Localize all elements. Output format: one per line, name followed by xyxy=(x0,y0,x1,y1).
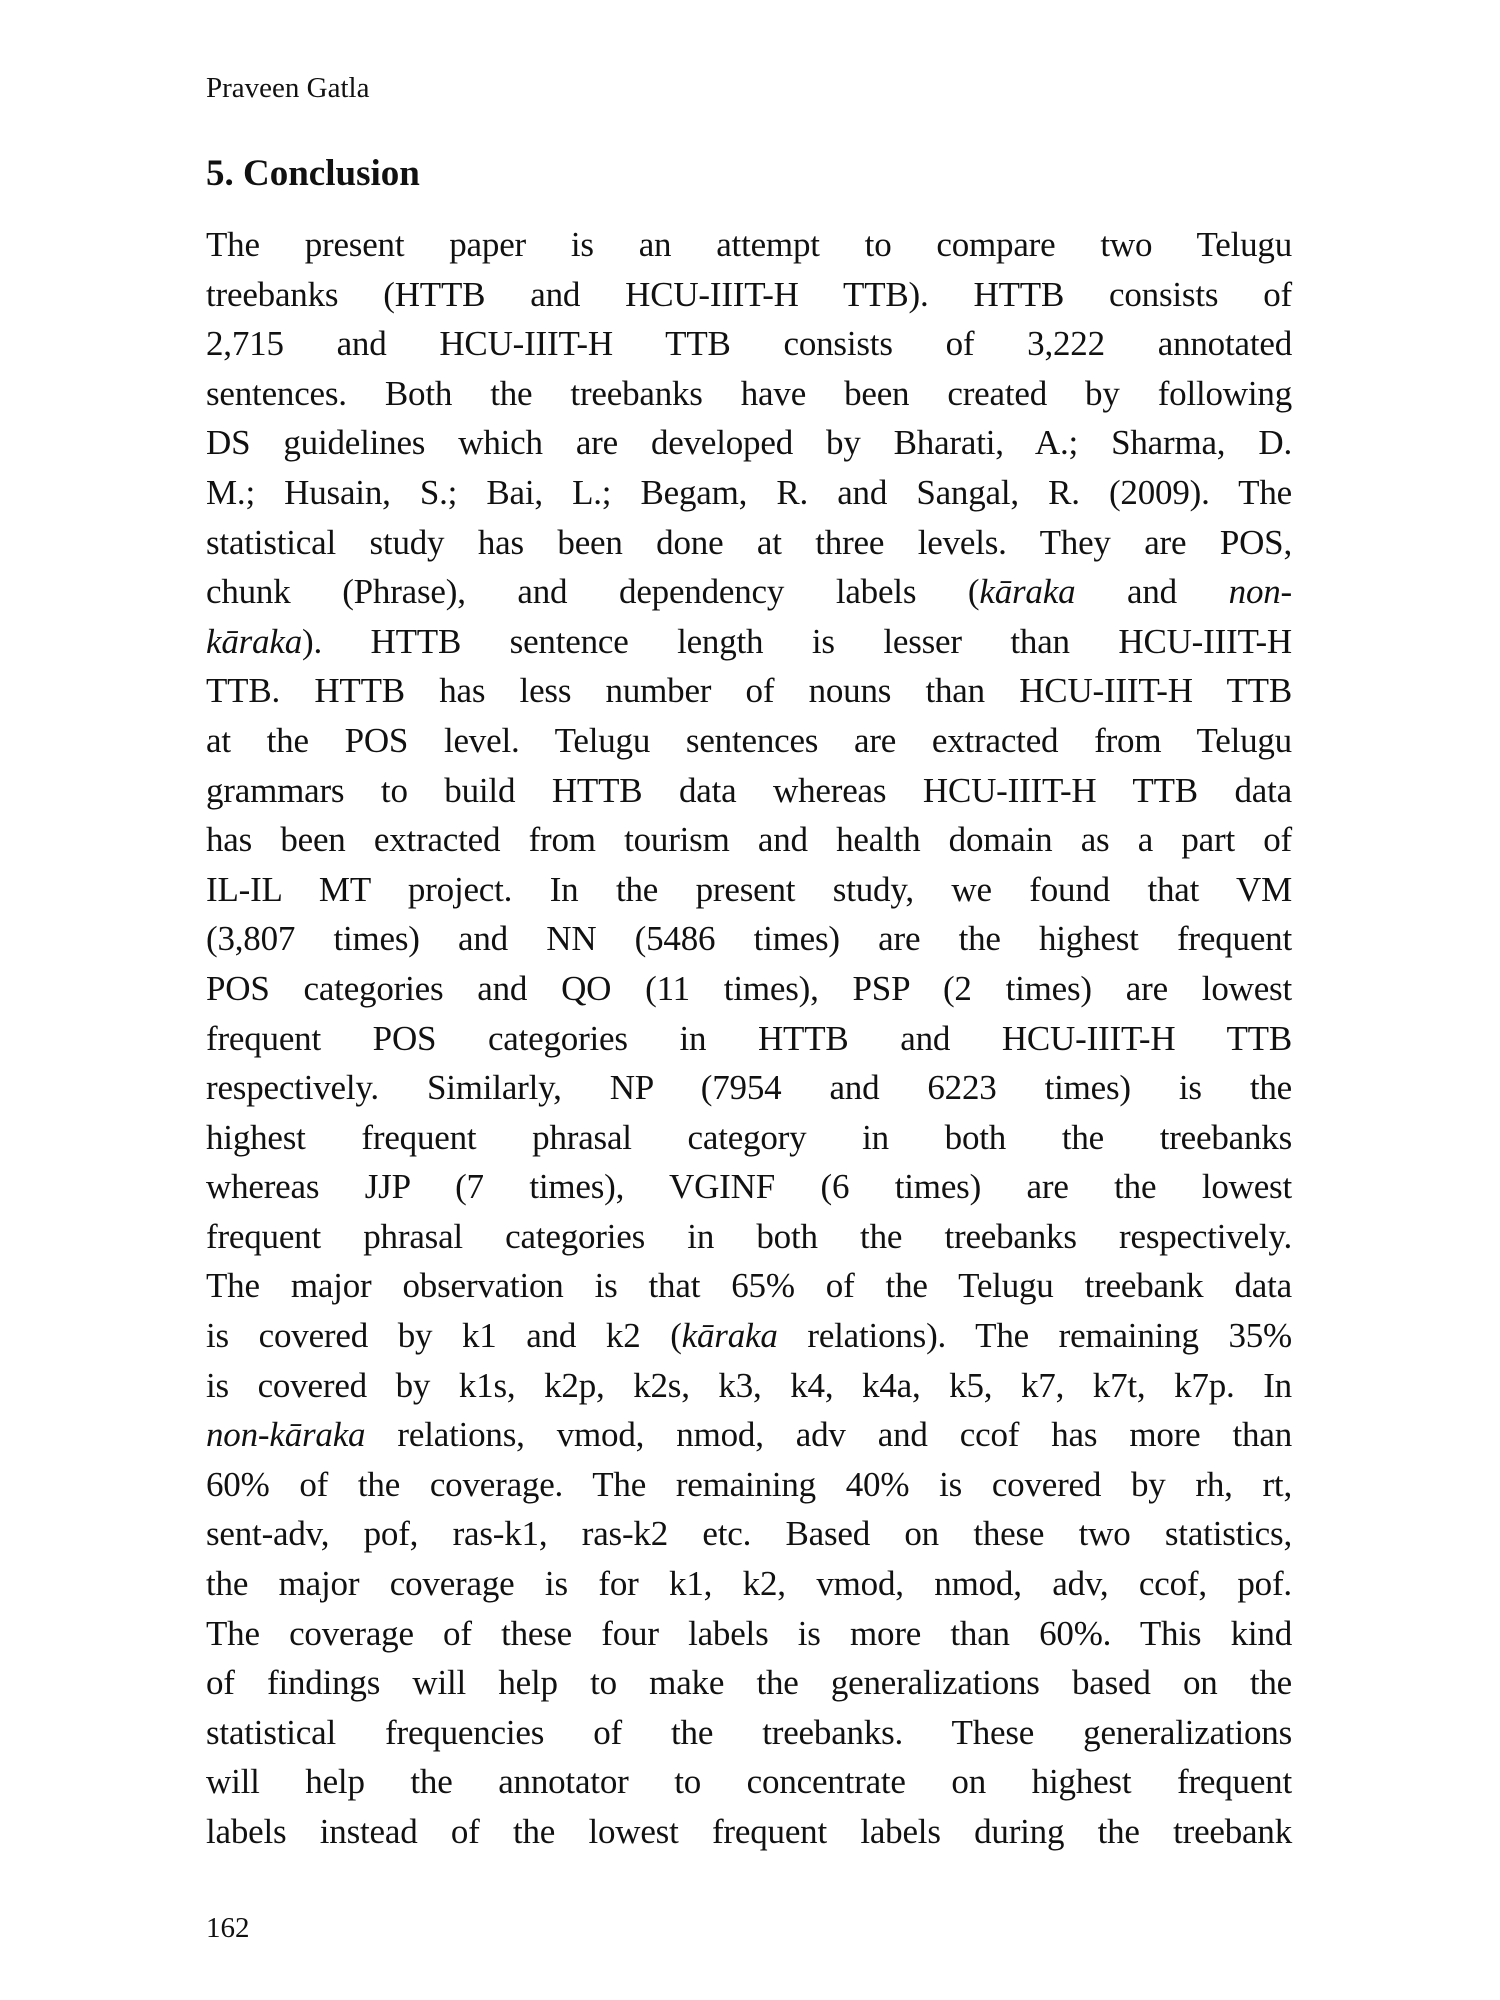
text-segment: The major observation is that 65% of the Telugu treebank data xyxy=(206,1266,1292,1306)
text-line xyxy=(206,220,1292,270)
text-segment: ). HTTB sentence length is lesser than HCU-IIIT-H xyxy=(302,621,1292,661)
text-segment: POS categories and QO (11 times), PSP (2 times) are lowest xyxy=(206,968,1292,1008)
text-line xyxy=(206,1162,1292,1212)
text-segment: labels instead of the lowest frequent labels during the treebank xyxy=(206,1812,1292,1851)
text-line xyxy=(206,914,1292,964)
text-segment: DS guidelines which are developed by Bharati, A.; Sharma, D. xyxy=(206,423,1292,463)
text-line xyxy=(206,1014,1292,1064)
section-heading: 5. Conclusion xyxy=(206,153,420,194)
text-segment: grammars to build HTTB data whereas HCU-IIIT-H TTB data xyxy=(206,770,1292,810)
text-segment: whereas JJP (7 times), VGINF (6 times) are the lowest xyxy=(206,1167,1292,1207)
text-segment: frequent POS categories in HTTB and HCU-IIIT-H TTB xyxy=(206,1018,1292,1058)
text-line xyxy=(206,964,1292,1014)
text-segment: of findings will help to make the generalizations based on the xyxy=(206,1663,1292,1703)
italic-term: kāraka xyxy=(681,1316,778,1356)
text-line xyxy=(206,1757,1292,1807)
text-segment: The coverage of these four labels is more than 60%. This kind xyxy=(206,1613,1292,1653)
text-line xyxy=(206,865,1292,915)
text-segment: frequent phrasal categories in both the treebanks respectively. xyxy=(206,1216,1292,1256)
text-line xyxy=(206,1311,1292,1361)
text-line xyxy=(206,1410,1292,1460)
text-segment: is covered by k1 and k2 ( xyxy=(206,1316,682,1356)
text-segment: respectively. Similarly, NP (7954 and 6223 times) is the xyxy=(206,1068,1292,1108)
italic-term: non- xyxy=(1228,572,1292,612)
text-segment: the major coverage is for k1, k2, vmod, nmod, adv, ccof, pof. xyxy=(206,1564,1292,1604)
text-segment: at the POS level. Telugu sentences are extracted from Telugu xyxy=(206,720,1292,760)
text-line xyxy=(206,766,1292,816)
text-segment: sent-adv, pof, ras-k1, ras-k2 etc. Based on these two statistics, xyxy=(206,1514,1292,1554)
page-number: 162 xyxy=(206,1912,250,1944)
text-line xyxy=(206,1460,1292,1510)
text-line xyxy=(206,1559,1292,1609)
text-line xyxy=(206,270,1292,320)
italic-term: kāraka xyxy=(979,572,1076,612)
text-segment: and xyxy=(1075,572,1229,612)
text-line xyxy=(206,1609,1292,1659)
text-segment: relations). The remaining 35% xyxy=(777,1316,1293,1356)
text-line xyxy=(206,1361,1292,1411)
text-line xyxy=(206,1113,1292,1163)
text-segment: IL-IL MT project. In the present study, we found that VM xyxy=(206,869,1292,909)
text-line xyxy=(206,1261,1292,1311)
text-segment: TTB. HTTB has less number of nouns than HCU-IIIT-H TTB xyxy=(206,671,1292,711)
text-segment: statistical frequencies of the treebanks. These generalizations xyxy=(206,1712,1292,1752)
text-line xyxy=(206,666,1292,716)
text-segment: has been extracted from tourism and health domain as a part of xyxy=(206,820,1292,860)
text-line xyxy=(206,418,1292,468)
text-segment: treebanks (HTTB and HCU-IIIT-H TTB). HTTB consists of xyxy=(206,274,1292,314)
italic-term: non-kāraka xyxy=(206,1415,366,1455)
text-line xyxy=(206,1807,1292,1857)
text-line xyxy=(206,468,1292,518)
text-line xyxy=(206,1658,1292,1708)
text-line xyxy=(206,617,1292,667)
text-line xyxy=(206,567,1292,617)
italic-term: kāraka xyxy=(206,621,302,661)
text-line xyxy=(206,319,1292,369)
body-paragraph xyxy=(206,220,1292,1857)
text-segment: 2,715 and HCU-IIIT-H TTB consists of 3,222 annotated xyxy=(206,324,1292,364)
running-head-author: Praveen Gatla xyxy=(206,72,370,104)
text-line xyxy=(206,1063,1292,1113)
text-segment: relations, vmod, nmod, adv and ccof has more than xyxy=(365,1415,1292,1455)
text-segment: 60% of the coverage. The remaining 40% is covered by rh, rt, xyxy=(206,1464,1292,1504)
text-line xyxy=(206,518,1292,568)
text-line xyxy=(206,1708,1292,1758)
text-segment: statistical study has been done at three levels. They are POS, xyxy=(206,522,1292,562)
text-segment: (3,807 times) and NN (5486 times) are the highest frequent xyxy=(206,919,1292,959)
text-line xyxy=(206,369,1292,419)
text-line xyxy=(206,815,1292,865)
text-line xyxy=(206,1212,1292,1262)
text-segment: sentences. Both the treebanks have been created by following xyxy=(206,373,1292,413)
text-segment: The present paper is an attempt to compare two Telugu xyxy=(206,225,1292,264)
text-segment: M.; Husain, S.; Bai, L.; Begam, R. and Sangal, R. (2009). The xyxy=(206,472,1292,512)
text-line xyxy=(206,1509,1292,1559)
text-line xyxy=(206,716,1292,766)
text-segment: chunk (Phrase), and dependency labels ( xyxy=(206,572,980,612)
text-segment: will help the annotator to concentrate on highest frequent xyxy=(206,1762,1292,1802)
text-segment: highest frequent phrasal category in both the treebanks xyxy=(206,1117,1292,1157)
text-segment: is covered by k1s, k2p, k2s, k3, k4, k4a, k5, k7, k7t, k7p. In xyxy=(206,1365,1292,1405)
